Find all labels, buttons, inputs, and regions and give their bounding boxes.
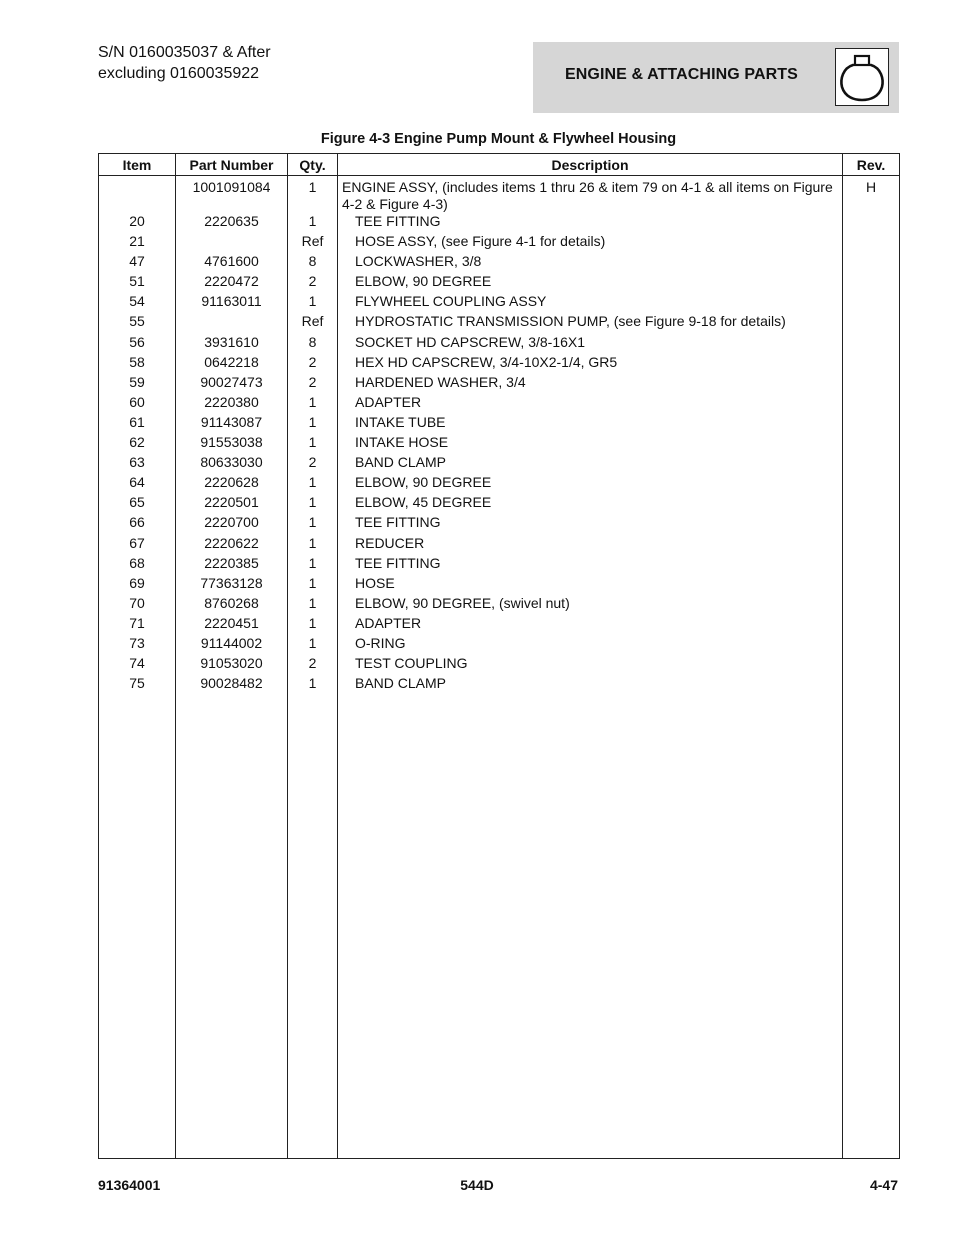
cell-description: ENGINE ASSY, (includes items 1 thru 26 & item 79 on 4-1 & all items on Figure 4-2 & Figure 4-3) [338,176,843,214]
cell-qty: 1 [288,615,338,635]
cell-item [99,176,176,214]
cell-item: 60 [99,394,176,414]
cell-description: HOSE ASSY, (see Figure 4-1 for details) [338,233,843,253]
cell-part-number: 2220700 [176,514,288,534]
cell-item: 71 [99,615,176,635]
table-row [99,374,900,394]
cell-part-number: 2220380 [176,394,288,414]
cell-item: 58 [99,354,176,374]
section-title: ENGINE & ATTACHING PARTS [565,66,798,83]
empty-cell [99,695,176,1158]
cell-description: HOSE [338,575,843,595]
cell-description: LOCKWASHER, 3/8 [338,253,843,273]
table-row [99,575,900,595]
table-header-row [99,154,900,176]
cell-description: TEE FITTING [338,514,843,534]
table-row [99,434,900,454]
table-row [99,595,900,615]
table-row [99,233,900,253]
cell-qty: 1 [288,213,338,233]
table-filler-row [99,695,900,1158]
cell-rev [843,233,900,253]
cell-description: TEE FITTING [338,213,843,233]
cell-item: 75 [99,675,176,695]
cell-rev [843,514,900,534]
engine-icon [835,48,889,106]
cell-description: ELBOW, 90 DEGREE [338,474,843,494]
cell-item: 47 [99,253,176,273]
cell-rev [843,595,900,615]
cell-qty: 2 [288,374,338,394]
cell-rev [843,334,900,354]
table-row [99,555,900,575]
cell-item: 70 [99,595,176,615]
cell-description: ADAPTER [338,394,843,414]
cell-part-number: 90028482 [176,675,288,695]
cell-description: TEE FITTING [338,555,843,575]
cell-qty: Ref [288,233,338,253]
cell-qty: 1 [288,434,338,454]
cell-part-number: 0642218 [176,354,288,374]
column-header-qty: Qty. [288,154,338,176]
cell-description: BAND CLAMP [338,675,843,695]
table-row [99,474,900,494]
cell-qty: 1 [288,494,338,514]
cell-description: O-RING [338,635,843,655]
cell-rev [843,635,900,655]
table-row [99,313,900,333]
cell-part-number: 2220628 [176,474,288,494]
cell-part-number: 80633030 [176,454,288,474]
cell-rev [843,454,900,474]
cell-description: TEST COUPLING [338,655,843,675]
cell-description: ELBOW, 90 DEGREE, (swivel nut) [338,595,843,615]
column-header-rev: Rev. [843,154,900,176]
cell-rev [843,253,900,273]
table-row [99,334,900,354]
cell-rev [843,474,900,494]
cell-item: 74 [99,655,176,675]
cell-part-number: 2220451 [176,615,288,635]
cell-part-number: 8760268 [176,595,288,615]
table-row [99,253,900,273]
cell-rev [843,555,900,575]
cell-rev [843,394,900,414]
cell-item: 68 [99,555,176,575]
cell-description: SOCKET HD CAPSCREW, 3/8-16X1 [338,334,843,354]
cell-qty: 1 [288,675,338,695]
cell-qty: 1 [288,414,338,434]
cell-qty: 1 [288,575,338,595]
cell-rev [843,414,900,434]
cell-rev: H [843,176,900,214]
empty-cell [176,695,288,1158]
cell-rev [843,374,900,394]
cell-rev [843,434,900,454]
cell-item: 56 [99,334,176,354]
cell-description: ADAPTER [338,615,843,635]
cell-qty: 2 [288,454,338,474]
cell-description: INTAKE TUBE [338,414,843,434]
table-row [99,635,900,655]
cell-qty: 1 [288,474,338,494]
cell-item: 73 [99,635,176,655]
cell-qty: 1 [288,394,338,414]
cell-qty: 2 [288,273,338,293]
cell-qty: 1 [288,514,338,534]
section-banner [533,42,899,113]
cell-item: 51 [99,273,176,293]
cell-rev [843,615,900,635]
table-row [99,655,900,675]
cell-qty: 1 [288,635,338,655]
cell-rev [843,675,900,695]
table-row [99,293,900,313]
table-row [99,273,900,293]
serial-number-block [98,42,271,84]
table-row [99,615,900,635]
cell-qty: Ref [288,313,338,333]
cell-qty: 2 [288,655,338,675]
cell-description: ELBOW, 90 DEGREE [338,273,843,293]
table-row [99,354,900,374]
table-row [99,176,900,214]
cell-qty: 1 [288,555,338,575]
footer-model: 544D [460,1177,494,1193]
cell-part-number: 4761600 [176,253,288,273]
cell-description: HYDROSTATIC TRANSMISSION PUMP, (see Figure 9-18 for details) [338,313,843,333]
figure-title: Figure 4-3 Engine Pump Mount & Flywheel Housing [320,131,677,147]
cell-part-number: 2220635 [176,213,288,233]
cell-qty: 8 [288,253,338,273]
cell-item: 66 [99,514,176,534]
cell-part-number: 91143087 [176,414,288,434]
cell-description: HEX HD CAPSCREW, 3/4-10X2-1/4, GR5 [338,354,843,374]
table-row [99,514,900,534]
cell-description: INTAKE HOSE [338,434,843,454]
table-row [99,494,900,514]
cell-qty: 1 [288,595,338,615]
cell-qty: 1 [288,293,338,313]
cell-part-number: 2220622 [176,535,288,555]
cell-part-number: 90027473 [176,374,288,394]
cell-rev [843,313,900,333]
cell-part-number: 91144002 [176,635,288,655]
cell-item: 59 [99,374,176,394]
table-row [99,394,900,414]
table-row [99,535,900,555]
cell-description: BAND CLAMP [338,454,843,474]
cell-part-number: 2220385 [176,555,288,575]
empty-cell [288,695,338,1158]
cell-item: 61 [99,414,176,434]
cell-description: ELBOW, 45 DEGREE [338,494,843,514]
serial-line-2: excluding 0160035922 [98,65,260,82]
cell-qty: 2 [288,354,338,374]
cell-item: 20 [99,213,176,233]
cell-part-number: 77363128 [176,575,288,595]
column-header-description: Description [338,154,843,176]
cell-rev [843,213,900,233]
cell-item: 67 [99,535,176,555]
cell-item: 21 [99,233,176,253]
cell-item: 54 [99,293,176,313]
cell-rev [843,494,900,514]
cell-qty: 8 [288,334,338,354]
cell-part-number: 2220472 [176,273,288,293]
cell-part-number: 91053020 [176,655,288,675]
cell-qty: 1 [288,176,338,214]
table-row [99,675,900,695]
cell-part-number [176,313,288,333]
cell-description: HARDENED WASHER, 3/4 [338,374,843,394]
column-header-part-number: Part Number [176,154,288,176]
cell-part-number: 2220501 [176,494,288,514]
cell-rev [843,575,900,595]
cell-rev [843,293,900,313]
table-row [99,454,900,474]
cell-description: REDUCER [338,535,843,555]
footer-doc-number: 91364001 [98,1177,161,1193]
cell-item: 65 [99,494,176,514]
parts-table [98,153,900,1159]
cell-rev [843,655,900,675]
column-header-item: Item [99,154,176,176]
table-row [99,414,900,434]
cell-part-number: 1001091084 [176,176,288,214]
cell-item: 62 [99,434,176,454]
cell-part-number [176,233,288,253]
cell-item: 64 [99,474,176,494]
cell-description: FLYWHEEL COUPLING ASSY [338,293,843,313]
cell-rev [843,535,900,555]
cell-part-number: 3931610 [176,334,288,354]
cell-item: 63 [99,454,176,474]
cell-rev [843,354,900,374]
cell-item: 69 [99,575,176,595]
cell-part-number: 91163011 [176,293,288,313]
cell-item: 55 [99,313,176,333]
table-row [99,213,900,233]
cell-part-number: 91553038 [176,434,288,454]
empty-cell [338,695,843,1158]
cell-qty: 1 [288,535,338,555]
footer-page-number: 4-47 [869,1177,898,1193]
serial-line-1: S/N 0160035037 & After [98,44,271,61]
empty-cell [843,695,900,1158]
cell-rev [843,273,900,293]
